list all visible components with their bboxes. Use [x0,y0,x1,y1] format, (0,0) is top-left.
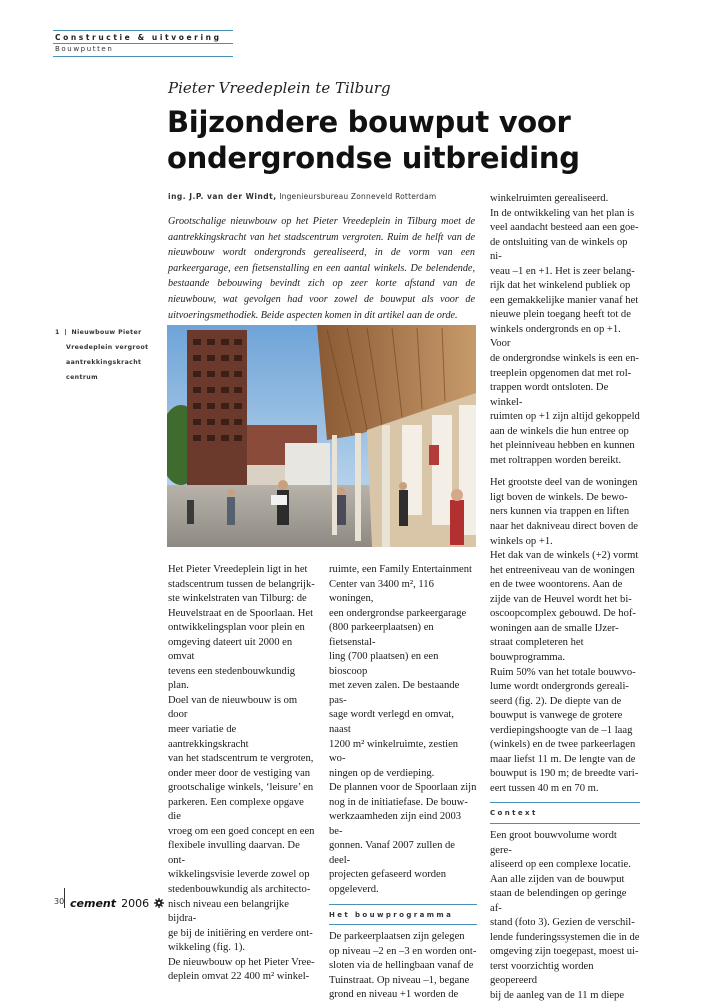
text-line: wikkeling (fig. 1). [168,942,246,954]
col3-lines-a [490,192,640,468]
header-rule-top [53,30,233,31]
subsection-label: Bouwputten [55,45,114,53]
text-line: ruimten op +1 zijn altijd gekoppeld [490,411,640,423]
text-line: ruimte, een Family Entertainment [329,564,472,575]
text-line: seerd (fig. 2). De diepte van de [490,695,622,707]
text-line: bouwput is 190 m; de breedte vari- [490,768,639,780]
text-line: tevens een stedenbouwkundig plan. [168,665,296,692]
author-name: ing. J.P. van der Windt, [168,192,277,201]
section-label: Constructie & uitvoering [55,33,222,42]
text-line: ners kunnen via trappen en liften [490,506,630,518]
footer-divider [64,888,65,908]
person [450,500,464,545]
caption-number: 1 [55,329,60,336]
text-line: Doel van de nieuwbouw is om door [168,694,298,721]
text-line: veau –1 en +1. Het is zeer belang- [490,265,635,277]
article-title [167,104,647,176]
person [399,490,408,526]
person [227,497,235,525]
text-line: lende funderingssystemen die in de [490,931,640,943]
text-line: projecten gefaseerd worden [329,869,447,881]
white-building [285,443,330,488]
text-line: woningen aan de smalle IJzer- [490,622,619,634]
text-line: de ondergrondse winkels is een en- [490,353,639,365]
article-kicker: Pieter Vreedeplein te Tilburg [168,79,391,97]
article-intro: Grootschalige nieuwbouw op het Pieter Vreedeplein in Tilburg moet de aantrekkingskracht van het stadscentrum vergroten. Ruim de helft van de nieuwbouw wordt ondergronds gerealiseerd, in de vorm van een parkeergarage, een fietsenstalling en een aantal winkels. De belendende, bestaande bebouwing bevindt zich op zeer korte afstand van de nieuwbouw, wat gevolgen had voor zowel de bouwput als voor de uitvoeringsmethodiek. Beide aspecten komen in dit artikel aan de orde. [168,216,475,321]
figure-image [167,325,476,547]
text-line: flexibele invulling daarvan. De ont- [168,840,300,866]
text-line: winkelruimten gerealiseerd. [490,193,609,204]
person [187,500,194,524]
text-line: van het stadscentrum te vergroten, [168,753,314,765]
text-line: het entreeniveau van de woningen [490,564,635,576]
text-line: 1200 m² winkelruimte, zestien wo- [329,738,459,765]
text-line: straat completeren het [490,637,584,649]
body-column-3 [490,192,640,1004]
col3-lines-b [490,476,640,796]
text-line: nisch niveau een belangrijke bijdra- [168,898,289,925]
text-line: vroeg om een goed concept en een [168,825,315,837]
text-line: lume wordt ondergronds gereali- [490,681,629,693]
col3-lines-c [490,829,640,1004]
caption-separator: | [64,329,67,336]
text-line: (winkels) en de twee parkeerlagen [490,739,636,751]
text-line: eert tussen 40 m en 70 m. [490,782,599,794]
text-line: werkzaamheden zijn eind 2003 be- [329,811,462,837]
text-line: De plannen voor de Spoorlaan zijn [329,782,477,794]
text-line: maar liefst 11 m. De lengte van de [490,753,636,765]
text-line: de ontsluiting van de winkels op ni- [490,236,628,263]
text-line: winkels op +1. [490,535,553,547]
text-line: ling (700 plaatsen) en een bioscoop [329,651,439,677]
page-number: 30 [54,897,65,906]
text-line: Het Pieter Vreedeplein ligt in het [168,564,308,575]
text-line: trappen wordt ontsloten. De winkel- [490,382,609,408]
text-line: zijde van de Heuvel wordt het bi- [490,593,632,605]
text-line: Tuinstraat. Op niveau –1, begane [329,974,470,986]
text-line: grootschalige winkels, ‘leisure’ en [168,782,314,794]
text-line: stadscentrum tussen de belangrijk- [168,578,315,590]
text-line: bouwput is vanwege de grotere [490,710,623,722]
text-line: terst voorzichtig worden geopereerd [490,960,594,987]
gear-logo-icon [154,893,164,912]
header-rule-bottom [53,56,233,57]
text-line: De nieuwbouw op het Pieter Vree- [168,956,315,968]
column [382,425,390,547]
text-line: omgeving zijn toegepast, moest ui- [490,946,639,958]
caption-line-1 [55,325,165,340]
text-line: sloten via de hellingbaan vanaf de [329,960,474,972]
column [355,433,361,541]
text-line: met roltrappen worden bereikt. [490,454,622,466]
caption-line-3: aantrekkingskracht [66,359,142,366]
text-line: op niveau –2 en –3 en worden ont- [329,945,477,957]
text-line: opgeleverd. [329,884,379,896]
text-line: ge bij de initiëring en verdere ont- [168,927,313,939]
text-line: omgeving dateert uit 2000 en omvat [168,636,293,663]
text-line: verdiepingshoogte van de –1 laag [490,724,633,736]
text-line: met zeven zalen. De bestaande pas- [329,680,460,706]
text-line: onder meer door de vestiging van [168,767,311,779]
title-line-2: ondergrondse uitbreiding [167,141,580,175]
text-line: ontwikkelingsplan voor plein en [168,622,305,634]
text-line: stand (foto 3). Gezien de verschil- [490,917,635,929]
col1-lines [168,563,318,985]
text-line: ste winkelstraten van Tilburg: de [168,593,307,605]
text-line: De parkeerplaatsen zijn gelegen [329,931,465,943]
author-affiliation: Ingenieursbureau Zonneveld Rotterdam [279,192,437,201]
magazine-brand: cement [70,897,116,910]
header-rule-mid [53,43,233,44]
text-line: veel aandacht besteed aan een goe- [490,222,639,234]
text-line: het pleinniveau hebben en kunnen [490,440,635,452]
text-line: sage wordt verlegd en omvat, naast [329,709,455,736]
text-line: aliseerd op een complexe locatie. [490,859,631,871]
subhead-bouwprogramma: Het bouwprogramma [329,904,477,926]
text-line: bij de aanleg van de 11 m diepe [490,989,625,1001]
text-line: Een groot bouwvolume wordt gere- [490,829,617,856]
text-line: staan de belendingen op geringe af- [490,888,627,914]
text-line: gonnen. Vanaf 2007 zullen de deel- [329,840,456,866]
text-line: en de twee woontorens. Aan de [490,579,623,591]
text-line: winkels ondergronds en op +1. Voor [490,323,621,350]
text-line: parkeren. Een complexe opgave die [168,796,304,823]
text-line: ningen op de verdieping. [329,767,435,779]
person [337,495,346,525]
body-column-2 [329,563,477,1003]
text-line: ligt boven de winkels. De bewo- [490,491,628,503]
text-line: rijk dat het winkelend publiek op [490,280,631,292]
caption-line-2: Vreedeplein vergroot [66,344,149,351]
text-line: deplein omvat 22 400 m² winkel- [168,971,310,983]
text-line: oscoopcomplex gebouwd. De hof- [490,608,636,620]
text-line: bouwprogramma. [490,651,566,663]
col2-lines-b [329,930,477,1003]
subhead-context: Context [490,802,640,824]
text-line: treeplein opgenomen dat met rol- [490,367,632,379]
text-line: Het dak van de winkels (+2) vormt [490,550,639,562]
text-line: Aan alle zijden van de bouwput [490,873,625,885]
caption-text-1: Nieuwbouw Pieter [71,329,142,336]
text-line: Center van 3400 m², 116 woningen, [329,578,434,605]
text-line: meer variatie de aantrekkingskracht [168,724,249,750]
caption-line-4: centrum [66,374,98,381]
figure-caption [55,325,165,385]
text-line: een ondergrondse parkeergarage [329,607,467,619]
body-column-1 [168,563,318,985]
text-line: wikkelingsvisie leverde zowel op [168,869,310,881]
brick-tower [187,330,247,490]
column [332,435,337,535]
text-line: aan de winkels die hun entree op [490,425,629,437]
author-line [168,192,436,201]
text-line: grond en niveau +1 worden de [329,989,459,1001]
magazine-year: 2006 [121,897,150,910]
text-line: Het grootste deel van de woningen [490,477,638,489]
text-line: Heuvelstraat en de Spoorlaan. Het [168,607,314,619]
title-line-1: Bijzondere bouwput voor [167,105,571,139]
text-line: In de ontwikkeling van het plan is [490,207,635,219]
footer-brand-block [70,892,164,912]
text-line: nog in de initiatiefase. De bouw- [329,796,468,808]
text-line: een gemakkelijke manier vanaf het [490,294,639,306]
text-line: (800 parkeerplaatsen) en fietsenstal- [329,622,434,648]
col2-lines-a [329,563,477,898]
text-line: nieuwe plein toegang heeft tot de [490,309,631,321]
text-line: stedenbouwkundig als architecto- [168,884,311,896]
text-line: naar het dakniveau direct boven de [490,521,638,533]
text-line: Ruim 50% van het totale bouwvo- [490,666,636,678]
